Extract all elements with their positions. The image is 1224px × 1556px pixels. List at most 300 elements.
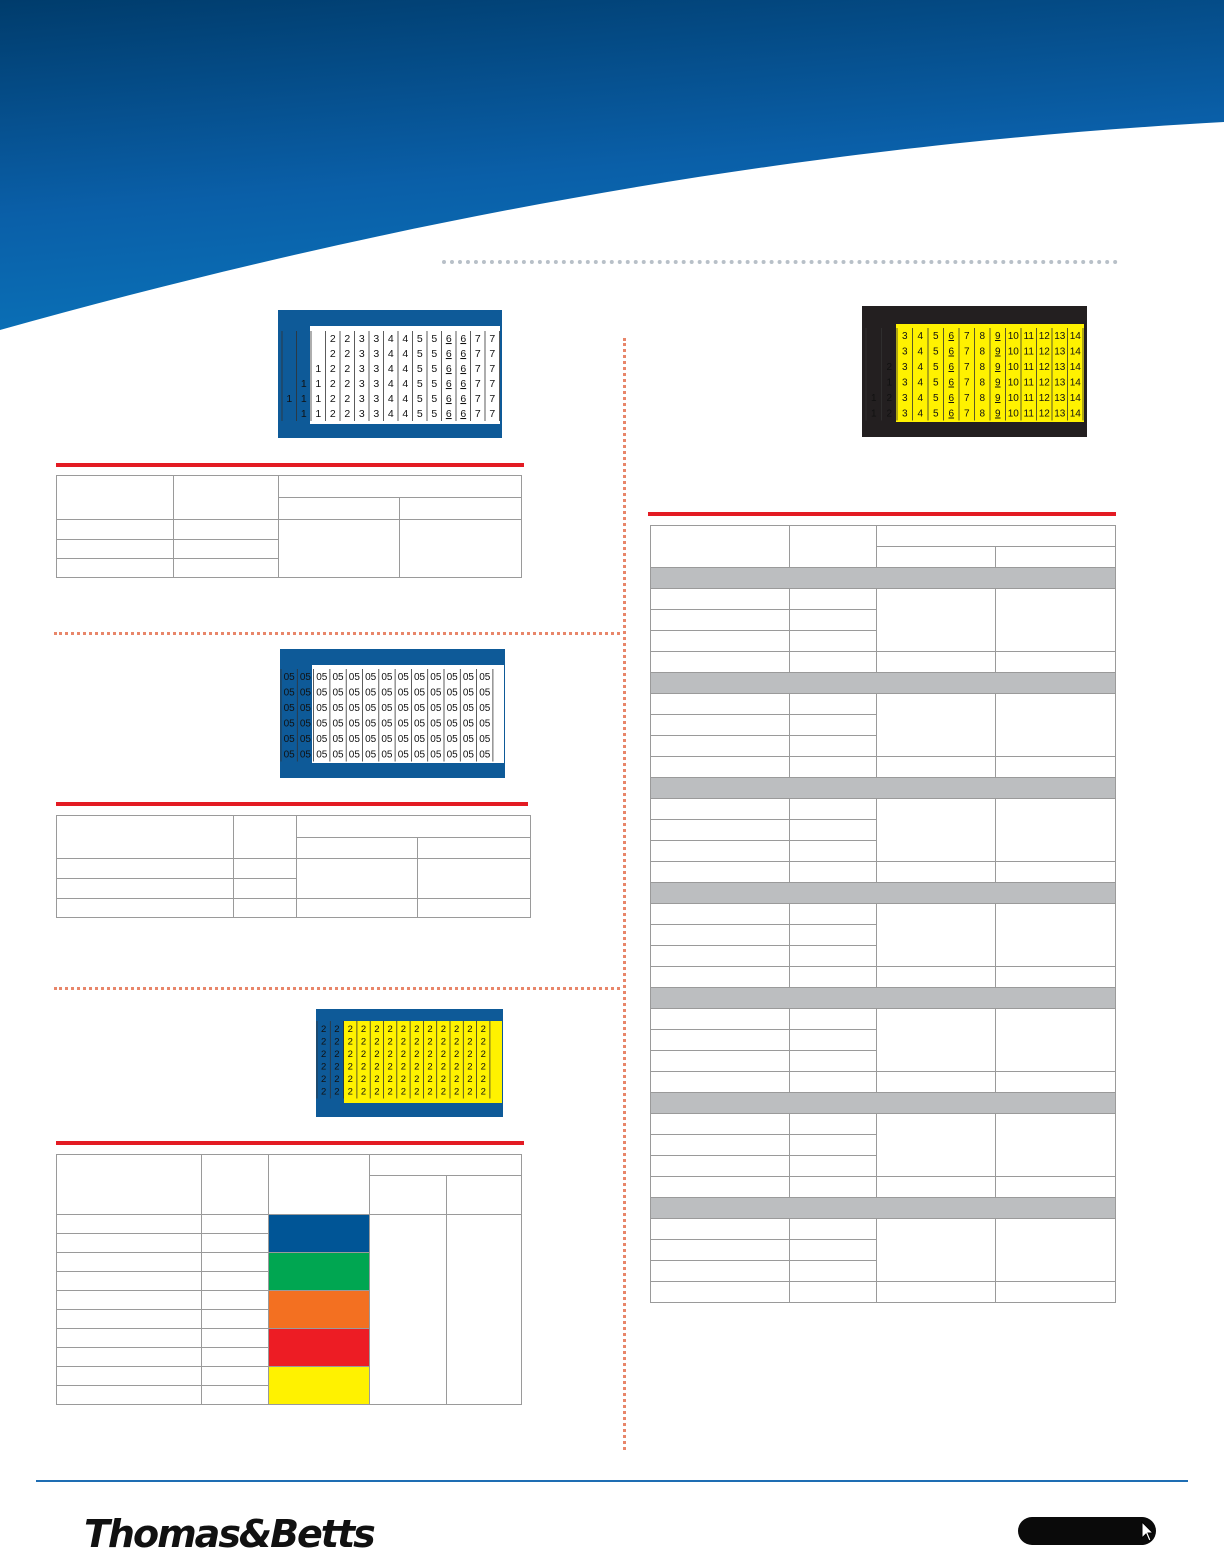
marker-number: 2	[440, 1086, 446, 1098]
marker-number: 1	[315, 393, 322, 405]
marker-number: 2	[427, 1086, 433, 1098]
marker-number: 9	[994, 408, 1001, 420]
marker-number: 13	[1054, 362, 1066, 373]
marker-number: 3	[901, 377, 908, 389]
marker-number: 6	[948, 377, 955, 389]
marker-number: 6	[445, 348, 452, 360]
marker-number: 2	[400, 1061, 407, 1073]
marker-number: 05	[397, 703, 409, 714]
marker-card-4-art	[862, 306, 1087, 437]
marker-number: 2	[374, 1024, 380, 1035]
marker-number: 5	[932, 393, 939, 404]
marker-number: 05	[397, 718, 409, 730]
marker-number: 2	[334, 1024, 340, 1035]
marker-number: 2	[344, 378, 351, 390]
marker-number: 6	[948, 393, 955, 404]
header-divider	[442, 260, 1118, 264]
marker-number: 05	[348, 672, 360, 683]
marker-number: 6	[445, 333, 452, 345]
marker-number: 2	[374, 1086, 380, 1098]
marker-number: 05	[316, 749, 328, 761]
marker-number: 05	[365, 672, 377, 683]
marker-number: 7	[489, 378, 496, 390]
marker-number: 10	[1007, 393, 1019, 404]
marker-number: 05	[299, 672, 312, 683]
marker-number: 2	[347, 1074, 353, 1085]
marker-number: 2	[467, 1036, 473, 1048]
marker-number: 2	[360, 1086, 367, 1098]
footer-rule	[36, 1480, 1188, 1482]
marker-number: 05	[446, 749, 458, 761]
marker-number: 6	[948, 408, 955, 420]
marker-number: 9	[994, 362, 1001, 373]
marker-number: 2	[329, 408, 336, 420]
marker-number: 05	[462, 687, 475, 699]
marker-number: 4	[917, 362, 924, 373]
marker-number: 4	[402, 363, 409, 375]
marker-number: 11	[1023, 331, 1034, 342]
marker-number: 05	[397, 734, 409, 745]
marker-number: 05	[332, 718, 344, 730]
marker-number: 8	[979, 408, 986, 420]
table-1	[56, 475, 522, 578]
marker-number: 9	[994, 393, 1001, 404]
marker-number: 9	[994, 377, 1001, 389]
marker-number: 05	[299, 687, 312, 699]
marker-number: 2	[387, 1086, 393, 1098]
table-row	[651, 862, 1116, 883]
marker-number: 2	[347, 1024, 353, 1035]
marker-number: 6	[460, 378, 467, 390]
marker-number: 2	[414, 1049, 420, 1060]
marker-number: 5	[932, 346, 939, 358]
table-2-rule	[56, 802, 528, 806]
marker-number: 3	[358, 363, 365, 375]
marker-number: 2	[374, 1074, 380, 1085]
marker-number: 2	[480, 1061, 486, 1073]
marker-number: 7	[963, 408, 970, 420]
marker-number: 2	[400, 1049, 407, 1060]
marker-number: 05	[462, 734, 475, 745]
marker-number: 6	[460, 408, 467, 420]
marker-card-1	[278, 310, 502, 438]
marker-number: 12	[1038, 393, 1050, 404]
marker-number: 5	[932, 362, 939, 373]
marker-number: 1	[315, 363, 322, 375]
marker-number: 2	[400, 1086, 407, 1098]
thomas-betts-logo: Thomas&Betts	[84, 1512, 374, 1556]
marker-number: 2	[387, 1074, 393, 1085]
marker-number: 2	[360, 1061, 367, 1073]
marker-number: 05	[413, 749, 426, 761]
swatch-blue	[269, 1215, 370, 1253]
marker-number: 6	[445, 408, 452, 420]
marker-number: 14	[1069, 393, 1081, 404]
marker-number: 1	[315, 378, 322, 390]
marker-number: 1	[300, 393, 307, 405]
marker-number: 1	[300, 378, 307, 390]
marker-number: 05	[479, 703, 491, 714]
section-header-row	[651, 1198, 1116, 1219]
marker-number: 2	[454, 1061, 460, 1073]
marker-number: 05	[430, 687, 442, 699]
marker-number: 05	[430, 703, 442, 714]
marker-number: 2	[427, 1061, 433, 1073]
section-divider-1	[54, 632, 620, 635]
marker-number: 2	[334, 1036, 340, 1048]
marker-number: 2	[329, 348, 336, 360]
marker-number: 3	[901, 331, 908, 342]
marker-number: 6	[445, 378, 452, 390]
table-row	[651, 589, 1116, 610]
column-divider	[623, 338, 626, 1450]
marker-number: 2	[344, 408, 351, 420]
marker-number: 14	[1069, 346, 1081, 358]
table-3-rule	[56, 1141, 524, 1145]
marker-number: 10	[1007, 377, 1019, 389]
marker-number: 2	[360, 1024, 367, 1035]
marker-number: 2	[440, 1024, 446, 1035]
marker-number: 5	[431, 378, 438, 390]
marker-number: 2	[414, 1061, 420, 1073]
marker-number: 05	[316, 734, 328, 745]
header-banner	[0, 0, 1224, 340]
marker-number: 05	[446, 703, 458, 714]
marker-number: 2	[387, 1061, 393, 1073]
section-header-row	[651, 778, 1116, 799]
marker-number: 1	[886, 377, 893, 389]
table-row	[651, 652, 1116, 673]
marker-number: 2	[454, 1074, 460, 1085]
marker-number: 3	[358, 348, 365, 360]
marker-number: 05	[283, 672, 295, 683]
marker-number: 05	[332, 672, 344, 683]
marker-number: 2	[334, 1074, 340, 1085]
marker-number: 12	[1038, 362, 1050, 373]
marker-number: 2	[329, 378, 336, 390]
marker-number: 2	[344, 363, 351, 375]
marker-number: 2	[454, 1024, 460, 1035]
marker-number: 4	[402, 348, 409, 360]
marker-number: 1	[286, 393, 293, 405]
marker-number: 05	[381, 703, 393, 714]
swatch-red	[269, 1329, 370, 1367]
marker-number: 05	[332, 703, 344, 714]
table-row	[651, 799, 1116, 820]
table-1-rule	[56, 463, 524, 467]
marker-number: 4	[387, 348, 394, 360]
marker-number: 2	[454, 1049, 460, 1060]
marker-number: 6	[948, 346, 955, 358]
marker-number: 11	[1023, 362, 1034, 373]
marker-number: 4	[402, 393, 409, 405]
marker-number: 6	[460, 333, 467, 345]
section-header-row	[651, 1093, 1116, 1114]
marker-number: 2	[387, 1036, 393, 1048]
marker-number: 05	[462, 672, 475, 683]
marker-number: 05	[332, 687, 344, 699]
table-row	[651, 967, 1116, 988]
marker-number: 5	[932, 331, 939, 342]
marker-number: 05	[348, 718, 360, 730]
marker-number: 2	[329, 333, 336, 345]
marker-number: 1	[870, 393, 877, 404]
marker-number: 05	[413, 672, 426, 683]
marker-number: 2	[886, 408, 893, 420]
marker-number: 7	[963, 362, 970, 373]
marker-number: 11	[1023, 346, 1034, 358]
marker-number: 2	[480, 1086, 486, 1098]
marker-number: 6	[460, 393, 467, 405]
table-2	[56, 815, 531, 918]
table-3	[56, 1154, 522, 1405]
marker-number: 2	[344, 393, 351, 405]
marker-number: 7	[963, 377, 970, 389]
marker-number: 3	[373, 333, 380, 345]
marker-number: 3	[373, 348, 380, 360]
marker-number: 5	[932, 377, 939, 389]
marker-number: 05	[479, 687, 491, 699]
marker-number: 2	[329, 363, 336, 375]
marker-number: 2	[427, 1036, 433, 1048]
marker-number: 1	[300, 408, 307, 420]
marker-number: 8	[979, 362, 986, 373]
marker-number: 2	[360, 1036, 367, 1048]
marker-number: 8	[979, 331, 986, 342]
marker-number: 2	[347, 1086, 353, 1098]
marker-number: 14	[1069, 377, 1081, 389]
marker-number: 05	[348, 703, 360, 714]
marker-number: 4	[387, 333, 394, 345]
marker-number: 05	[299, 703, 312, 714]
table-4	[650, 525, 1116, 1303]
marker-number: 7	[489, 333, 496, 345]
marker-number: 05	[283, 718, 295, 730]
marker-number: 5	[431, 333, 438, 345]
marker-number: 05	[381, 718, 393, 730]
section-header-row	[651, 673, 1116, 694]
marker-number: 2	[334, 1086, 340, 1098]
marker-number: 5	[416, 378, 423, 390]
marker-number: 13	[1054, 393, 1066, 404]
marker-number: 7	[489, 348, 496, 360]
marker-number: 10	[1007, 408, 1019, 420]
marker-number: 4	[402, 408, 409, 420]
marker-number: 05	[365, 703, 377, 714]
marker-number: 05	[365, 734, 377, 745]
marker-number: 05	[365, 718, 377, 730]
marker-number: 2	[400, 1036, 407, 1048]
table-row	[651, 1009, 1116, 1030]
table-row	[651, 1177, 1116, 1198]
marker-number: 10	[1007, 346, 1019, 358]
marker-card-1-art	[278, 310, 502, 438]
marker-number: 5	[416, 363, 423, 375]
table-row	[651, 1114, 1116, 1135]
marker-number: 05	[299, 734, 312, 745]
marker-number: 05	[446, 687, 458, 699]
marker-number: 05	[462, 718, 475, 730]
marker-number: 2	[480, 1074, 486, 1085]
marker-card-2-art	[280, 649, 505, 778]
marker-number: 2	[414, 1074, 420, 1085]
table-row	[651, 694, 1116, 715]
marker-number: 3	[373, 378, 380, 390]
marker-number: 2	[387, 1049, 393, 1060]
marker-number: 6	[948, 362, 955, 373]
marker-number: 05	[446, 718, 458, 730]
marker-number: 05	[332, 749, 344, 761]
marker-number: 6	[460, 363, 467, 375]
marker-number: 2	[467, 1074, 473, 1085]
marker-number: 4	[917, 393, 924, 404]
marker-number: 3	[358, 408, 365, 420]
marker-number: 2	[480, 1049, 486, 1060]
marker-number: 6	[948, 331, 955, 342]
marker-number: 6	[445, 393, 452, 405]
marker-number: 05	[430, 672, 442, 683]
marker-number: 05	[348, 687, 360, 699]
marker-number: 2	[440, 1061, 446, 1073]
marker-number: 5	[416, 333, 423, 345]
marker-number: 8	[979, 377, 986, 389]
marker-number: 4	[402, 378, 409, 390]
marker-number: 2	[427, 1074, 433, 1085]
marker-number: 14	[1069, 362, 1081, 373]
marker-number: 5	[431, 393, 438, 405]
marker-number: 3	[358, 393, 365, 405]
section-header-row	[651, 883, 1116, 904]
swatch-yellow	[269, 1367, 370, 1405]
marker-number: 4	[387, 393, 394, 405]
table-row	[651, 1282, 1116, 1303]
marker-number: 5	[416, 348, 423, 360]
marker-number: 11	[1023, 408, 1034, 420]
marker-number: 2	[344, 348, 351, 360]
marker-number: 2	[454, 1036, 460, 1048]
marker-card-4	[862, 306, 1087, 437]
marker-number: 2	[334, 1049, 340, 1060]
marker-number: 05	[332, 734, 344, 745]
marker-number: 4	[917, 331, 924, 342]
marker-number: 05	[479, 718, 491, 730]
marker-card-2	[280, 649, 505, 778]
table-4-rule	[648, 512, 1116, 516]
marker-number: 12	[1038, 346, 1050, 358]
marker-number: 05	[365, 687, 377, 699]
marker-number: 9	[994, 346, 1001, 358]
marker-number: 2	[374, 1036, 380, 1048]
marker-number: 7	[489, 408, 496, 420]
marker-number: 5	[431, 348, 438, 360]
marker-number: 2	[321, 1074, 327, 1085]
marker-number: 2	[347, 1061, 353, 1073]
marker-number: 13	[1054, 377, 1066, 389]
marker-number: 2	[321, 1061, 327, 1073]
marker-number: 05	[316, 687, 328, 699]
marker-number: 2	[321, 1024, 327, 1035]
table-row	[651, 757, 1116, 778]
marker-number: 2	[414, 1036, 420, 1048]
marker-number: 2	[344, 333, 351, 345]
marker-number: 2	[321, 1049, 327, 1060]
marker-number: 13	[1054, 408, 1066, 420]
marker-number: 7	[489, 393, 496, 405]
marker-number: 5	[431, 408, 438, 420]
section-header-row	[651, 568, 1116, 589]
marker-number: 05	[479, 734, 491, 745]
marker-number: 4	[387, 363, 394, 375]
marker-number: 05	[381, 734, 393, 745]
marker-number: 3	[358, 378, 365, 390]
table-row	[651, 1219, 1116, 1240]
pointer-cursor-icon	[1140, 1521, 1156, 1543]
marker-number: 05	[446, 672, 458, 683]
marker-number: 05	[283, 687, 295, 699]
marker-number: 8	[979, 346, 986, 358]
marker-number: 05	[299, 718, 312, 730]
marker-number: 4	[917, 346, 924, 358]
marker-number: 12	[1038, 408, 1050, 420]
marker-number: 11	[1023, 377, 1034, 389]
marker-number: 3	[901, 346, 908, 358]
marker-number: 05	[413, 734, 426, 745]
marker-number: 2	[321, 1086, 327, 1098]
marker-number: 3	[358, 333, 365, 345]
marker-number: 13	[1054, 331, 1066, 342]
marker-number: 2	[400, 1024, 407, 1035]
marker-number: 2	[387, 1024, 393, 1035]
marker-card-3-art	[316, 1009, 503, 1117]
marker-number: 2	[467, 1086, 473, 1098]
marker-number: 2	[414, 1024, 420, 1035]
marker-number: 05	[348, 749, 360, 761]
marker-number: 5	[416, 408, 423, 420]
marker-number: 2	[427, 1049, 433, 1060]
marker-number: 6	[445, 363, 452, 375]
marker-number: 05	[381, 687, 393, 699]
marker-number: 05	[316, 672, 328, 683]
marker-number: 05	[462, 749, 475, 761]
marker-number: 3	[901, 408, 908, 420]
section-divider-2	[54, 987, 620, 990]
swatch-orange	[269, 1291, 370, 1329]
marker-number: 05	[348, 734, 360, 745]
marker-number: 2	[334, 1061, 340, 1073]
marker-number: 05	[446, 734, 458, 745]
marker-number: 2	[886, 393, 893, 404]
marker-number: 7	[963, 331, 970, 342]
marker-number: 05	[430, 749, 442, 761]
swatch-green	[269, 1253, 370, 1291]
marker-number: 14	[1069, 408, 1081, 420]
marker-number: 05	[397, 749, 409, 761]
marker-number: 7	[963, 346, 970, 358]
section-header-row	[651, 988, 1116, 1009]
marker-number: 2	[374, 1061, 380, 1073]
marker-number: 2	[454, 1086, 460, 1098]
marker-number: 05	[413, 718, 426, 730]
marker-number: 4	[917, 377, 924, 389]
marker-number: 14	[1069, 331, 1081, 342]
marker-number: 2	[329, 393, 336, 405]
page-nav-button[interactable]	[1018, 1517, 1156, 1545]
marker-number: 2	[374, 1049, 380, 1060]
marker-number: 3	[901, 362, 908, 373]
marker-number: 1	[870, 408, 877, 420]
marker-number: 2	[427, 1024, 433, 1035]
marker-number: 5	[416, 393, 423, 405]
